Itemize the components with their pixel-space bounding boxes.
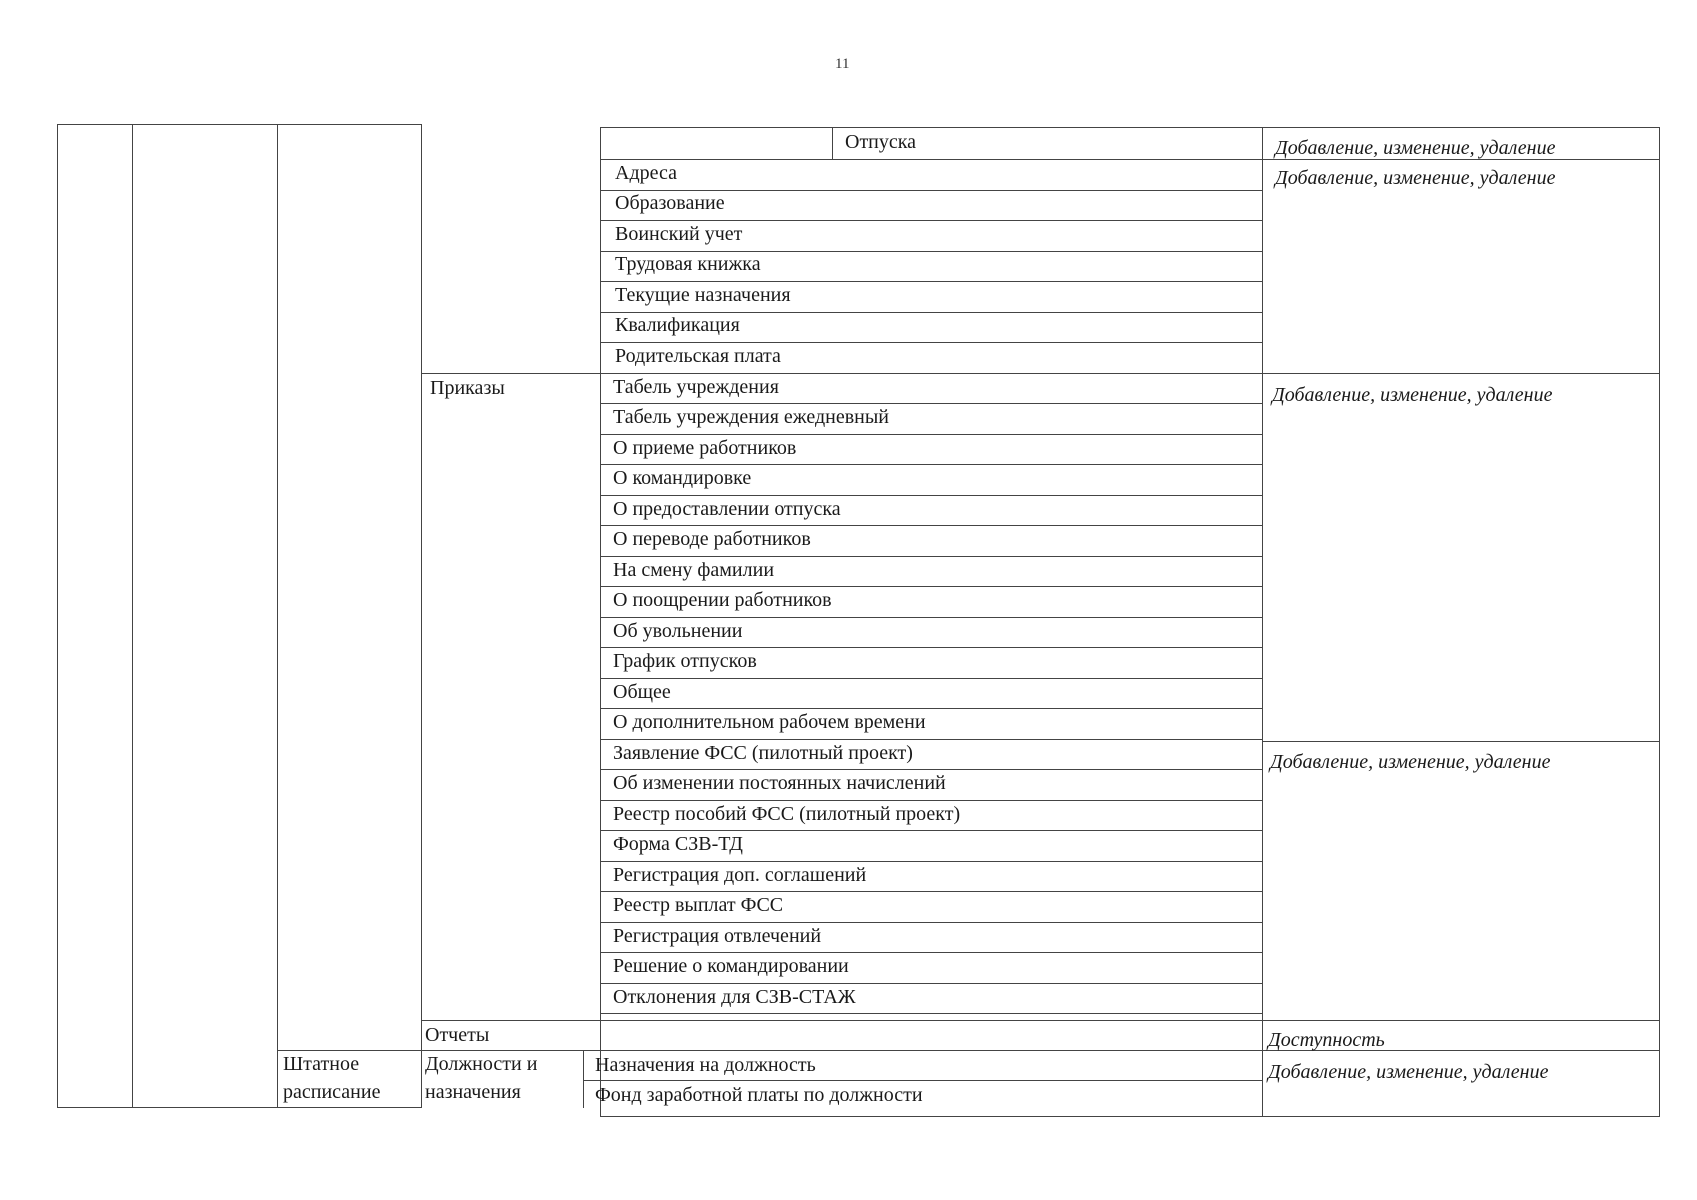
- row-divider: [600, 525, 1262, 526]
- shtatnoe-sub-line1: Должности и: [425, 1053, 538, 1075]
- list-item: Регистрация отвлечений: [613, 925, 822, 947]
- personal-access: Добавление, изменение, удаление: [1275, 167, 1556, 189]
- list-item: Табель учреждения ежедневный: [613, 406, 889, 428]
- row-divider: [600, 556, 1262, 557]
- list-item: На смену фамилии: [613, 559, 775, 581]
- row-divider: [600, 708, 1262, 709]
- row-divider: [600, 373, 1262, 374]
- shtatnoe-access: Добавление, изменение, удаление: [1268, 1061, 1549, 1083]
- row-divider: [600, 495, 1262, 496]
- shtatnoe-sub-divider: [583, 1050, 584, 1108]
- otpuska-label: Отпуска: [845, 131, 917, 153]
- list-item: О переводе работников: [613, 528, 811, 550]
- prikazy-label: Приказы: [430, 377, 505, 399]
- row-divider: [600, 434, 1262, 435]
- otchety-access: Доступность: [1268, 1029, 1385, 1051]
- list-item: Текущие назначения: [615, 284, 791, 306]
- list-item: О дополнительном рабочем времени: [613, 711, 926, 733]
- access-group-divider: [1262, 373, 1660, 374]
- list-item: Решение о командировании: [613, 955, 849, 977]
- list-item: Отклонения для СЗВ-СТАЖ: [613, 986, 856, 1008]
- list-item: Об изменении постоянных начислений: [613, 772, 946, 794]
- row-divider: [600, 922, 1262, 923]
- row-divider: [600, 159, 1262, 160]
- row-divider: [600, 769, 1262, 770]
- prikazy-top-line: [422, 373, 600, 374]
- col-divider-2: [277, 124, 278, 1108]
- otchety-label: Отчеты: [425, 1024, 490, 1046]
- row-divider: [600, 342, 1262, 343]
- list-item: О предоставлении отпуска: [613, 498, 841, 520]
- access-col-divider: [1262, 127, 1263, 1117]
- list-item: Воинский учет: [615, 223, 743, 245]
- row-divider: [600, 861, 1262, 862]
- row-divider: [600, 952, 1262, 953]
- otchety-top-line: [422, 1020, 1262, 1021]
- list-item: Родительская плата: [615, 345, 781, 367]
- row-divider: [600, 586, 1262, 587]
- row-divider: [600, 281, 1262, 282]
- row-divider: [600, 891, 1262, 892]
- col-divider-1: [132, 124, 133, 1108]
- list-item: Общее: [613, 681, 671, 703]
- prikazy-access-1: Добавление, изменение, удаление: [1272, 384, 1553, 406]
- list-item: Реестр пособий ФСС (пилотный проект): [613, 803, 961, 825]
- row-divider: [600, 403, 1262, 404]
- otpuska-access: Добавление, изменение, удаление: [1275, 137, 1556, 159]
- shtatnoe-row-divider: [583, 1080, 1262, 1081]
- row-divider: [600, 220, 1262, 221]
- list-item: Реестр выплат ФСС: [613, 894, 784, 916]
- page-number: 11: [835, 56, 850, 72]
- row-divider: [600, 678, 1262, 679]
- row-divider: [600, 647, 1262, 648]
- list-item: Об увольнении: [613, 620, 743, 642]
- row-divider: [600, 800, 1262, 801]
- list-item: Табель учреждения: [613, 376, 779, 398]
- row-divider: [600, 1013, 1262, 1014]
- list-item: О приеме работников: [613, 437, 797, 459]
- list-item: Регистрация доп. соглашений: [613, 864, 867, 886]
- row-divider: [600, 617, 1262, 618]
- list-item: Фонд заработной платы по должности: [595, 1084, 923, 1106]
- row-divider: [600, 464, 1262, 465]
- list-item: О командировке: [613, 467, 752, 489]
- shtatnoe-label-line2: расписание: [283, 1081, 381, 1103]
- row-divider: [600, 830, 1262, 831]
- left-table-frame: [57, 124, 422, 1108]
- list-item: График отпусков: [613, 650, 757, 672]
- otpuska-divider: [832, 127, 833, 159]
- list-item: Заявление ФСС (пилотный проект): [613, 742, 913, 764]
- shtatnoe-sub-line2: назначения: [425, 1081, 521, 1103]
- access-group-divider: [1262, 1020, 1660, 1021]
- list-item: Форма СЗВ-ТД: [613, 833, 743, 855]
- shtatnoe-label-line1: Штатное: [283, 1053, 360, 1075]
- list-item: Квалификация: [615, 314, 740, 336]
- list-item: О поощрении работников: [613, 589, 832, 611]
- list-item: Адреса: [615, 162, 677, 184]
- row-divider: [600, 983, 1262, 984]
- list-item: Назначения на должность: [595, 1054, 816, 1076]
- list-item: Образование: [615, 192, 725, 214]
- list-item: Трудовая книжка: [615, 253, 761, 275]
- prikazy-access-2: Добавление, изменение, удаление: [1270, 751, 1551, 773]
- row-divider: [600, 739, 1262, 740]
- access-group-divider: [1262, 741, 1660, 742]
- shtatnoe-top-line: [277, 1050, 1660, 1051]
